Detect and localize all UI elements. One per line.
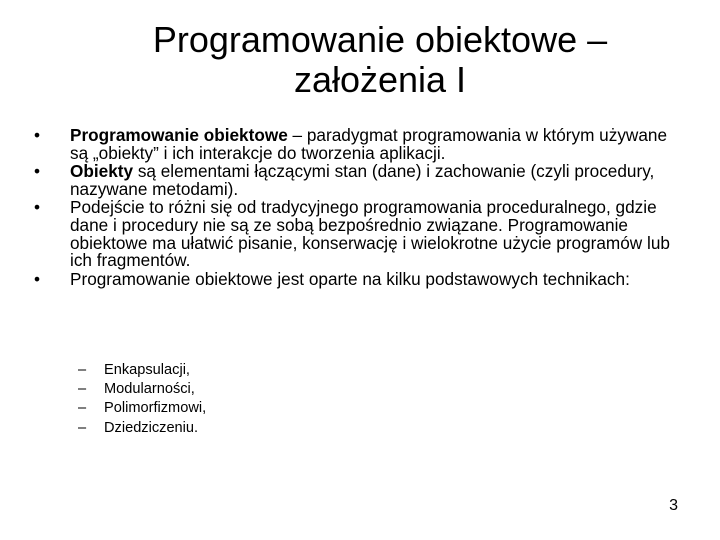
dash-icon: – [78, 419, 87, 436]
dash-icon: – [78, 381, 87, 398]
sublist-item-text: Enkapsulacji, [104, 362, 190, 378]
sublist-item-text: Polimorfizmowi, [104, 400, 207, 417]
bullet-item-1 [26, 127, 676, 162]
bullet-item-4 [26, 268, 676, 289]
bullet-1-bold: Programowanie obiektowe [70, 125, 288, 145]
sublist-item-text: Dziedziczeniu. [104, 419, 199, 436]
dash-icon: – [78, 362, 87, 378]
bullet-4-text: Programowanie obiektowe jest oparte na kilku podstawowych technikach: [70, 268, 630, 289]
bullet-3-text: Podejście to różni się od tradycyjnego programowania proceduralnego, gdzie dane i procedury nie są ze sobą bezpośrednio związane. Programowanie obiektowe ma ułatwić pisanie, konserwację i wielokrotne użycie programów lub ich fragmentów. [70, 197, 670, 271]
bullet-item-2 [26, 163, 676, 198]
slide-title [80, 20, 680, 100]
dash-icon: – [78, 400, 87, 417]
technique-sublist [78, 361, 206, 438]
sublist-item-text: Modularności, [104, 381, 195, 398]
bullet-2-text: są elementami łączącymi stan (dane) i zachowanie (czyli procedury, nazywane metodami). [70, 161, 655, 199]
bullet-icon: • [33, 268, 41, 289]
bullet-item-3 [26, 199, 676, 269]
sublist-item [78, 399, 206, 418]
bullet-list [26, 127, 676, 289]
bullet-1-text: – paradygmat programowania w którym używane są „obiekty” i ich interakcje do tworzenia aplikacji. [70, 125, 668, 163]
bullet-icon: • [33, 197, 41, 218]
sublist-item [78, 380, 206, 399]
sublist-item [78, 419, 206, 438]
slide-title-line-2: założenia I [293, 59, 467, 100]
bullet-icon: • [33, 161, 41, 182]
slide-title-line-1: Programowanie obiektowe – [152, 19, 608, 60]
bullet-2-bold: Obiekty [70, 161, 134, 182]
page-number: 3 [669, 497, 678, 514]
bullet-icon: • [33, 125, 41, 145]
sublist-item [78, 361, 206, 380]
